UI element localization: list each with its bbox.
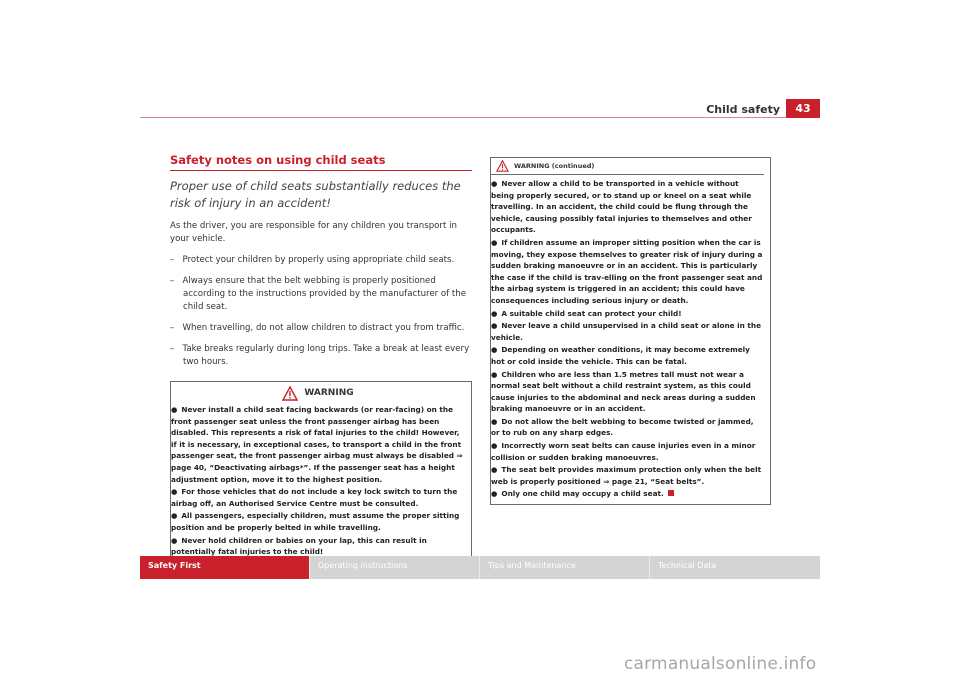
footer-tab-technical-data[interactable]: Technical Data	[658, 561, 717, 570]
warning-item	[491, 440, 764, 463]
list-item-text: Always ensure that the belt webbing is properly positioned according to the instructions provided by the manufacturer of the child seat.	[182, 276, 467, 312]
warning-item	[491, 416, 764, 439]
warning-item-text: Only one child may occupy a child seat.	[501, 489, 664, 499]
list-item-text: Take breaks regularly during long trips. Take a break at least every two hours.	[182, 344, 470, 367]
bullet-icon: ●	[491, 308, 498, 318]
page-number-badge: 43	[786, 99, 820, 118]
warning-item-text: Incorrectly worn seat belts can cause injuries even in a minor collision or sudden braking manoeuvres.	[491, 441, 756, 462]
bullet-icon: ●	[491, 416, 498, 426]
end-of-section-icon	[668, 490, 674, 496]
warning-item	[171, 535, 465, 558]
bullet-icon: ●	[491, 465, 498, 475]
warning-item-text: Never hold children or babies on your lap, this can result in potentially fatal injuries to the child!	[171, 535, 427, 557]
warning-item	[171, 510, 465, 533]
warning-item-text: If children assume an improper sitting position when the car is moving, they expose themselves to greater risk of injury during a sudden braking manoeuvre or in an accident. This is particularly the case if the child is trav-elling on the front passenger seat and the airbag system is triggered in an accident; this could have consequences including serious injury or death.	[491, 237, 763, 305]
warning-item-text: Never install a child seat facing backwards (or rear-facing) on the front passenger seat unless the front passenger airbag has been disabled. This represents a risk of fatal injuries to the child! However, if it is necessary, in exceptional cases, to transport a child in the front passenger seat, the front passenger airbag must always be disabled ⇒ page 40, “Deactivating airbags*”. If the passenger seat has a height adjustment option, move it to the highest position.	[171, 405, 463, 484]
list-item-text: Protect your children by properly using appropriate child seats.	[182, 255, 455, 265]
warning-item	[491, 178, 764, 236]
warning-continued-header	[491, 158, 764, 175]
list-item	[170, 254, 472, 267]
warning-label: WARNING	[304, 388, 354, 398]
warning-item-text: Never allow a child to be transported in a vehicle without being properly secured, or to stand up or kneel on a seat while travelling. In an accident, the child could be flung through the vehicle, causing possibly fatal injuries to themselves and other occupants.	[491, 179, 752, 235]
warning-item	[171, 404, 465, 485]
warning-continued-items	[491, 175, 764, 500]
footer-nav	[140, 556, 820, 579]
warning-header	[171, 382, 465, 404]
dash-marker: –	[170, 344, 175, 354]
warning-item	[491, 464, 764, 487]
left-column	[170, 153, 472, 563]
warning-box	[170, 381, 472, 563]
page-header-title: Child safety	[706, 103, 780, 116]
warning-item-text: The seat belt provides maximum protection only when the belt web is properly positioned ⇒ page 21, “Seat belts”.	[491, 465, 762, 486]
bullet-icon: ●	[491, 237, 498, 247]
list-item	[170, 343, 472, 369]
warning-item-text: Depending on weather conditions, it may become extremely hot or cold inside the vehicle. This can be fatal.	[491, 345, 750, 366]
dash-marker: –	[170, 255, 175, 265]
dash-marker: –	[170, 323, 175, 333]
dash-marker: –	[170, 276, 175, 286]
warning-item	[491, 369, 764, 415]
warning-item-text: A suitable child seat can protect your child!	[501, 308, 682, 318]
warning-triangle-icon	[282, 386, 298, 401]
bullet-icon: ●	[491, 489, 498, 499]
bullet-icon: ●	[491, 321, 498, 331]
right-column	[490, 157, 771, 505]
section-paragraph: As the driver, you are responsible for any children you transport in your vehicle.	[170, 221, 457, 244]
header-rule	[140, 117, 820, 118]
warning-item	[491, 488, 764, 500]
watermark: carmanualsonline.info	[624, 653, 817, 674]
warning-item	[491, 308, 764, 320]
list-item-text: When travelling, do not allow children to distract you from traffic.	[182, 323, 465, 333]
warning-triangle-icon	[496, 160, 509, 172]
list-item	[170, 322, 472, 335]
footer-tab-operating-instructions[interactable]: Operating instructions	[310, 556, 480, 579]
warning-continued-box	[490, 157, 771, 505]
warning-item-text: Children who are less than 1.5 metres tall must not wear a normal seat belt without a child restraint system, as this could cause injuries to the abdominal and neck areas during a sudden braking manoeuvre or in an accident.	[491, 369, 756, 414]
warning-item-text: Do not allow the belt webbing to become twisted or jammed, or to rub on any sharp edges.	[491, 416, 754, 438]
warning-item-text: Never leave a child unsupervised in a child seat or alone in the vehicle.	[491, 321, 762, 342]
footer-tab-tips-and-maintenance[interactable]: Tips and Maintenance	[480, 556, 650, 579]
warning-item-text: For those vehicles that do not include a key lock switch to turn the airbag off, an Authorised Service Centre must be consulted.	[171, 487, 458, 508]
bullet-icon: ●	[491, 345, 498, 355]
bullet-icon: ●	[171, 487, 178, 497]
bullet-icon: ●	[171, 511, 178, 521]
bullet-icon: ●	[171, 535, 178, 545]
section-intro: Proper use of child seats substantially reduces the risk of injury in an accident!	[170, 179, 461, 210]
footer-tab-safety-first[interactable]: Safety First	[140, 556, 310, 579]
section-title: Safety notes on using child seats	[170, 153, 472, 171]
warning-item	[491, 344, 764, 367]
bullet-icon: ●	[491, 369, 498, 379]
bullet-icon: ●	[171, 405, 178, 414]
warning-item	[491, 237, 764, 307]
warning-item	[171, 486, 465, 509]
list-item	[170, 275, 472, 314]
bullet-icon: ●	[491, 179, 498, 188]
warning-item-text: All passengers, especially children, must assume the proper sitting position and be properly belted in while travelling.	[171, 511, 460, 532]
bullet-icon: ●	[491, 441, 498, 451]
warning-item	[491, 320, 764, 343]
warning-continued-label: WARNING (continued)	[514, 162, 595, 170]
